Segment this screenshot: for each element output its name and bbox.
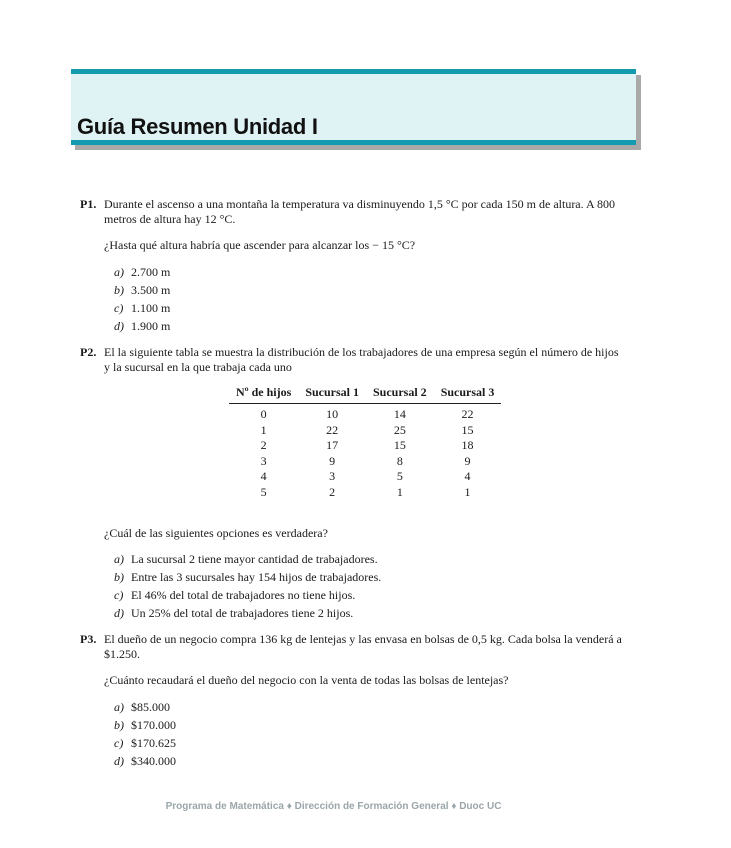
option-text: $340.000 — [131, 754, 176, 768]
option-label: c) — [114, 736, 124, 750]
column-header: Nº de hijos — [229, 385, 298, 404]
option-b — [114, 570, 381, 585]
table-row — [229, 469, 501, 485]
option-a — [114, 265, 170, 280]
option-text: $85.000 — [131, 700, 170, 714]
table-cell: 1 — [396, 484, 403, 499]
option-text: La sucursal 2 tiene mayor cantidad de trabajadores. — [131, 552, 378, 566]
option-c — [114, 301, 170, 316]
problem-question: ¿Cuál de las siguientes opciones es verdadera? — [104, 526, 328, 540]
table-cell: 3 — [260, 453, 267, 468]
option-b — [114, 283, 170, 298]
option-text: Un 25% del total de trabajadores tiene 2 hijos. — [131, 606, 354, 620]
column-header: Sucursal 2 — [366, 385, 434, 404]
option-label: b) — [114, 283, 124, 297]
column-header: Sucursal 3 — [434, 385, 502, 404]
option-label: b) — [114, 718, 124, 732]
table-cell: 22 — [461, 407, 474, 421]
problem-statement-line: El la siguiente tabla se muestra la distribución de los trabajadores de una empresa según el número de hijos — [104, 345, 619, 359]
table-row — [229, 454, 501, 470]
table-cell: 22 — [326, 422, 339, 437]
table-row — [229, 485, 501, 501]
table-cell: 3 — [329, 469, 336, 483]
option-text: $170.625 — [131, 736, 176, 750]
table-row — [229, 404, 501, 423]
option-text: Entre las 3 sucursales hay 154 hijos de trabajadores. — [131, 570, 382, 584]
problem-number: P2. — [80, 345, 97, 359]
option-label: c) — [114, 588, 124, 602]
option-text: $170.000 — [131, 718, 176, 732]
problem-statement-line: metros de altura hay 12 °C. — [104, 212, 236, 226]
option-text: 1.100 m — [131, 301, 171, 315]
problem-statement-line: El dueño de un negocio compra 136 kg de lentejas y las envasa en bolsas de 0,5 kg. Cada bolsa la venderá a — [104, 632, 622, 646]
option-d — [114, 754, 176, 769]
table-cell: 18 — [461, 438, 474, 452]
option-text: El 46% del total de trabajadores no tiene hijos. — [131, 588, 356, 602]
table-cell: 4 — [260, 469, 267, 483]
table-cell: 2 — [329, 484, 336, 499]
column-header: Sucursal 1 — [298, 385, 366, 404]
option-a — [114, 552, 378, 567]
problem-statement-line: $1.250. — [104, 647, 140, 661]
table-header-row — [229, 385, 501, 404]
table-cell: 15 — [461, 422, 474, 437]
option-text: 1.900 m — [131, 319, 171, 333]
table-cell: 9 — [464, 453, 471, 468]
problem-number: P1. — [80, 197, 97, 211]
option-label: d) — [114, 606, 124, 620]
table-cell: 9 — [329, 453, 336, 468]
table-cell: 8 — [396, 453, 403, 468]
problem-question: ¿Hasta qué altura habría que ascender para alcanzar los − 15 °C? — [104, 238, 416, 252]
table-cell: 1 — [464, 484, 471, 499]
option-a — [114, 700, 170, 715]
table-row — [229, 423, 501, 439]
table-cell: 15 — [393, 438, 406, 452]
option-d — [114, 606, 353, 621]
table-cell: 2 — [260, 438, 267, 452]
table-cell: 5 — [396, 469, 403, 483]
option-text: 3.500 m — [131, 283, 171, 297]
table-cell: 14 — [393, 407, 406, 421]
problem-statement-line: y la sucursal en la que trabaja cada uno — [104, 360, 292, 374]
table-cell: 0 — [260, 407, 267, 421]
problem-statement-line: Durante el ascenso a una montaña la temperatura va disminuyendo 1,5 °C por cada 150 m de altura. A 800 — [104, 197, 615, 211]
option-label: a) — [114, 552, 124, 566]
data-table — [229, 385, 501, 500]
option-d — [114, 319, 170, 334]
option-text: 2.700 m — [131, 265, 171, 279]
table-cell: 25 — [393, 422, 406, 437]
option-label: d) — [114, 319, 124, 333]
problem-number: P3. — [80, 632, 97, 646]
table-cell: 4 — [464, 469, 471, 483]
option-label: a) — [114, 265, 124, 279]
option-c — [114, 588, 355, 603]
option-label: b) — [114, 570, 124, 584]
option-c — [114, 736, 176, 751]
table-cell: 17 — [326, 438, 339, 452]
table-cell: 10 — [326, 407, 339, 421]
option-label: a) — [114, 700, 124, 714]
option-b — [114, 718, 176, 733]
table-cell: 1 — [260, 422, 267, 437]
option-label: d) — [114, 754, 124, 768]
option-label: c) — [114, 301, 124, 315]
problem-question: ¿Cuánto recaudará el dueño del negocio con la venta de todas las bolsas de lentejas? — [104, 673, 509, 687]
page-footer: Programa de Matemática ♦ Dirección de Formación General ♦ Duoc UC — [165, 801, 502, 812]
header-banner — [71, 69, 636, 145]
table-cell: 5 — [260, 484, 267, 499]
table-row — [229, 438, 501, 454]
page-title: Guía Resumen Unidad I — [77, 114, 318, 139]
